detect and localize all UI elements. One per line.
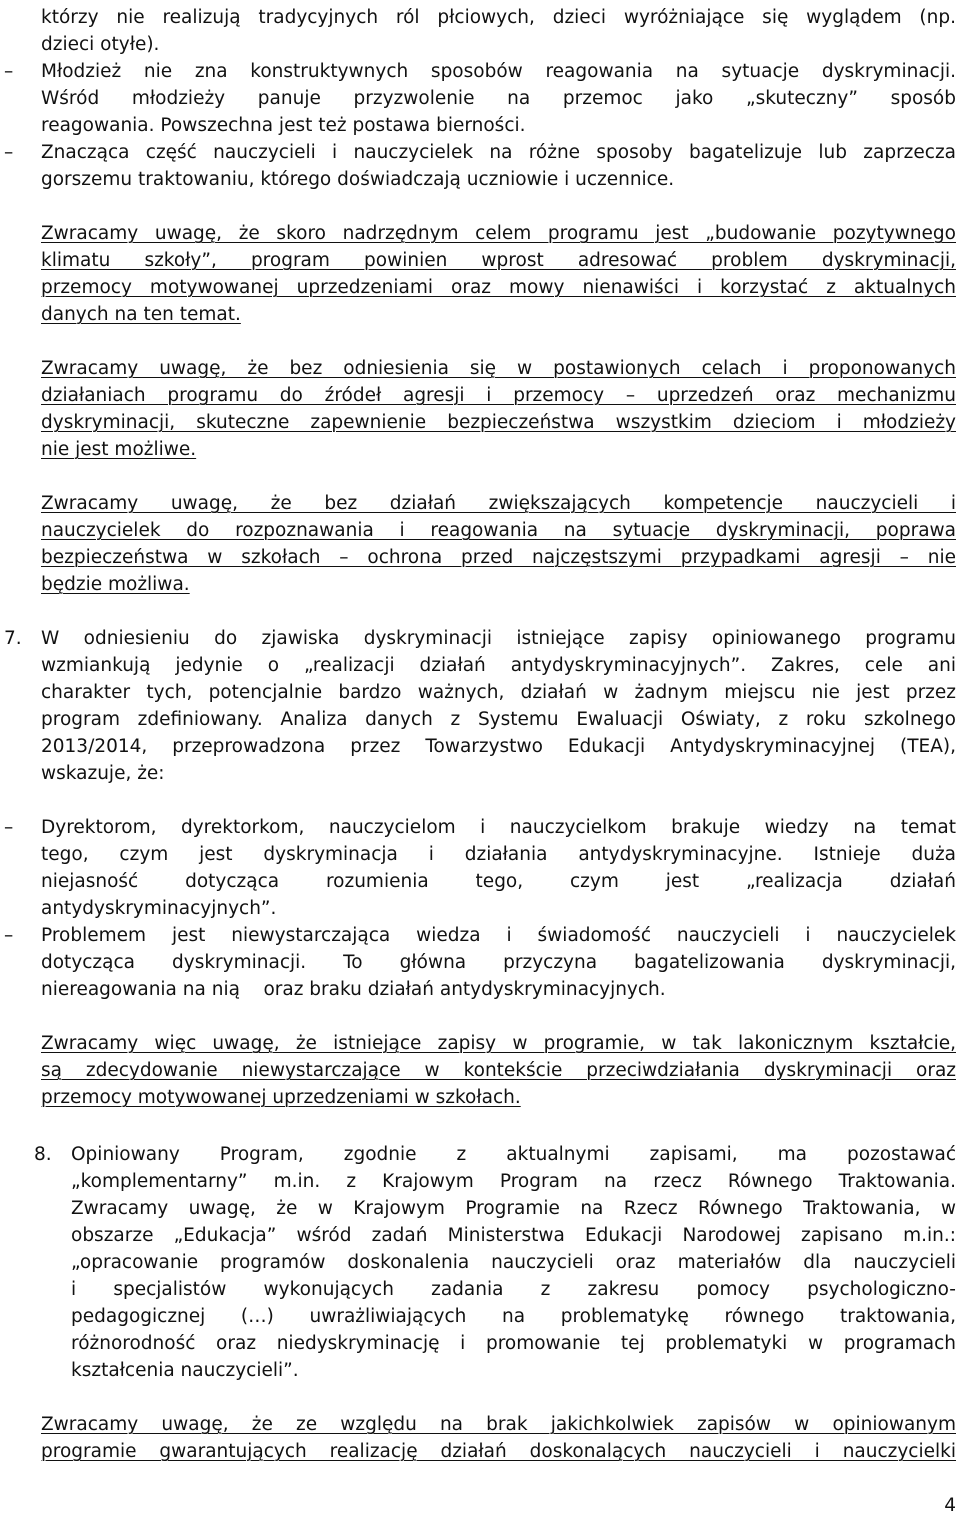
underlined-text-line: nie jest możliwe. (41, 439, 197, 460)
underlined-text-line: dyskryminacji, skuteczne zapewnienie bezpieczeństwa wszystkim dzieciom i młodzieży (41, 412, 956, 433)
underlined-text-line: nauczycielek do rozpoznawania i reagowania na sytuacje dyskryminacji, poprawa (41, 520, 956, 541)
underlined-text-line: programie gwarantujących realizację działań doskonalących nauczycieli i nauczycielki (41, 1441, 956, 1462)
underlined-text-line: są zdecydowanie niewystarczające w kontekście przeciwdziałania dyskryminacji oraz (41, 1060, 956, 1081)
text-line: antydyskryminacyjnych”. (41, 898, 277, 919)
text-line: Młodzież nie zna konstruktywnych sposobów reagowania na sytuacje dyskryminacji. (41, 61, 956, 82)
text-line: Zwracamy uwagę, że w Krajowym Programie na Rzecz Równego Traktowania, w (71, 1198, 956, 1219)
text-line: W odniesieniu do zjawiska dyskryminacji istniejące zapisy opiniowanego programu (41, 628, 956, 649)
text-line: dzieci otyłe). (41, 34, 160, 55)
text-line: charakter tych, potencjalnie bardzo ważnych, działań w żadnym miejscu nie jest przez (41, 682, 956, 703)
text-line: kształcenia nauczycieli”. (71, 1360, 299, 1381)
item-number: 7. (4, 628, 22, 649)
bullet-dash: – (4, 817, 14, 838)
text-line: Znacząca część nauczycieli i nauczycielek na różne sposoby bagatelizuje lub zaprzecza (41, 142, 956, 163)
underlined-text-line: Zwracamy uwagę, że bez działań zwiększających kompetencje nauczycieli i (41, 493, 956, 514)
text-line: 2013/2014, przeprowadzona przez Towarzystwo Edukacji Antydyskryminacyjnej (TEA), (41, 736, 956, 757)
text-line: niereagowania na nią oraz braku działań antydyskryminacyjnych. (41, 979, 666, 1000)
text-line: różnorodność oraz niedyskryminację i promowanie tej problematyki w programach (71, 1333, 956, 1354)
underlined-text-line: Zwracamy uwagę, że bez odniesienia się w postawionych celach i proponowanych (41, 358, 956, 379)
text-line: obszarze „Edukacja” wśród zadań Ministerstwa Edukacji Narodowej zapisano m.in.: (71, 1225, 956, 1246)
text-line: niejasność dotycząca rozumienia tego, czym jest „realizacja działań (41, 871, 956, 892)
text-line: Problemem jest niewystarczająca wiedza i świadomość nauczycieli i nauczycielek (41, 925, 956, 946)
bullet-dash: – (4, 61, 14, 82)
text-line: tego, czym jest dyskryminacja i działania antydyskryminacyjne. Istnieje duża (41, 844, 956, 865)
text-line: „opracowanie programów doskonalenia nauczycieli oraz materiałów dla nauczycieli (71, 1252, 956, 1273)
text-line: Dyrektorom, dyrektorkom, nauczycielom i nauczycielkom brakuje wiedzy na temat (41, 817, 956, 838)
text-line: i specjalistów wykonujących zadania z zakresu pomocy psychologiczno- (71, 1279, 956, 1300)
text-line: gorszemu traktowaniu, którego doświadczają uczniowie i uczennice. (41, 169, 675, 190)
text-line: wskazuje, że: (41, 763, 165, 784)
text-line: Opiniowany Program, zgodnie z aktualnymi zapisami, ma pozostawać (71, 1144, 956, 1165)
underlined-text-line: klimatu szkoły”, program powinien wprost adresować problem dyskryminacji, (41, 250, 956, 271)
underlined-text-line: danych na ten temat. (41, 304, 241, 325)
underlined-text-line: przemocy motywowanej uprzedzeniami oraz mowy nienawiści i korzystać z aktualnych (41, 277, 956, 298)
text-line: Wśród młodzieży panuje przyzwolenie na przemoc jako „skuteczny” sposób (41, 88, 956, 109)
underlined-text-line: Zwracamy uwagę, że ze względu na brak jakichkolwiek zapisów w opiniowanym (41, 1414, 956, 1435)
underlined-text-line: będzie możliwa. (41, 574, 190, 595)
text-line: program zdefiniowany. Analiza danych z Systemu Ewaluacji Oświaty, z roku szkolnego (41, 709, 956, 730)
text-line: „komplementarny” m.in. z Krajowym Program na rzecz Równego Traktowania. (71, 1171, 956, 1192)
text-line: reagowania. Powszechna jest też postawa bierności. (41, 115, 526, 136)
underlined-text-line: przemocy motywowanej uprzedzeniami w szkołach. (41, 1087, 521, 1108)
underlined-text-line: działaniach programu do źródeł agresji i przemocy – uprzedzeń oraz mechanizmu (41, 385, 956, 406)
underlined-text-line: Zwracamy uwagę, że skoro nadrzędnym celem programu jest „budowanie pozytywnego (41, 223, 956, 244)
text-line: pedagogicznej (…) uwrażliwiających na problematykę równego traktowania, (71, 1306, 956, 1327)
text-line: którzy nie realizują tradycyjnych ról płciowych, dzieci wyróżniające się wyglądem (np. (41, 7, 956, 28)
underlined-text-line: bezpieczeństwa w szkołach – ochrona przed najczęstszymi przypadkami agresji – nie (41, 547, 956, 568)
page-number: 4 (944, 1495, 956, 1516)
text-line: wzmiankują jedynie o „realizacji działań antydyskryminacyjnych”. Zakres, cele ani (41, 655, 956, 676)
text-line: dotycząca dyskryminacji. To główna przyczyna bagatelizowania dyskryminacji, (41, 952, 956, 973)
bullet-dash: – (4, 925, 14, 946)
item-number: 8. (34, 1144, 52, 1165)
bullet-dash: – (4, 142, 14, 163)
underlined-text-line: Zwracamy więc uwagę, że istniejące zapisy w programie, w tak lakonicznym kształcie, (41, 1033, 956, 1054)
